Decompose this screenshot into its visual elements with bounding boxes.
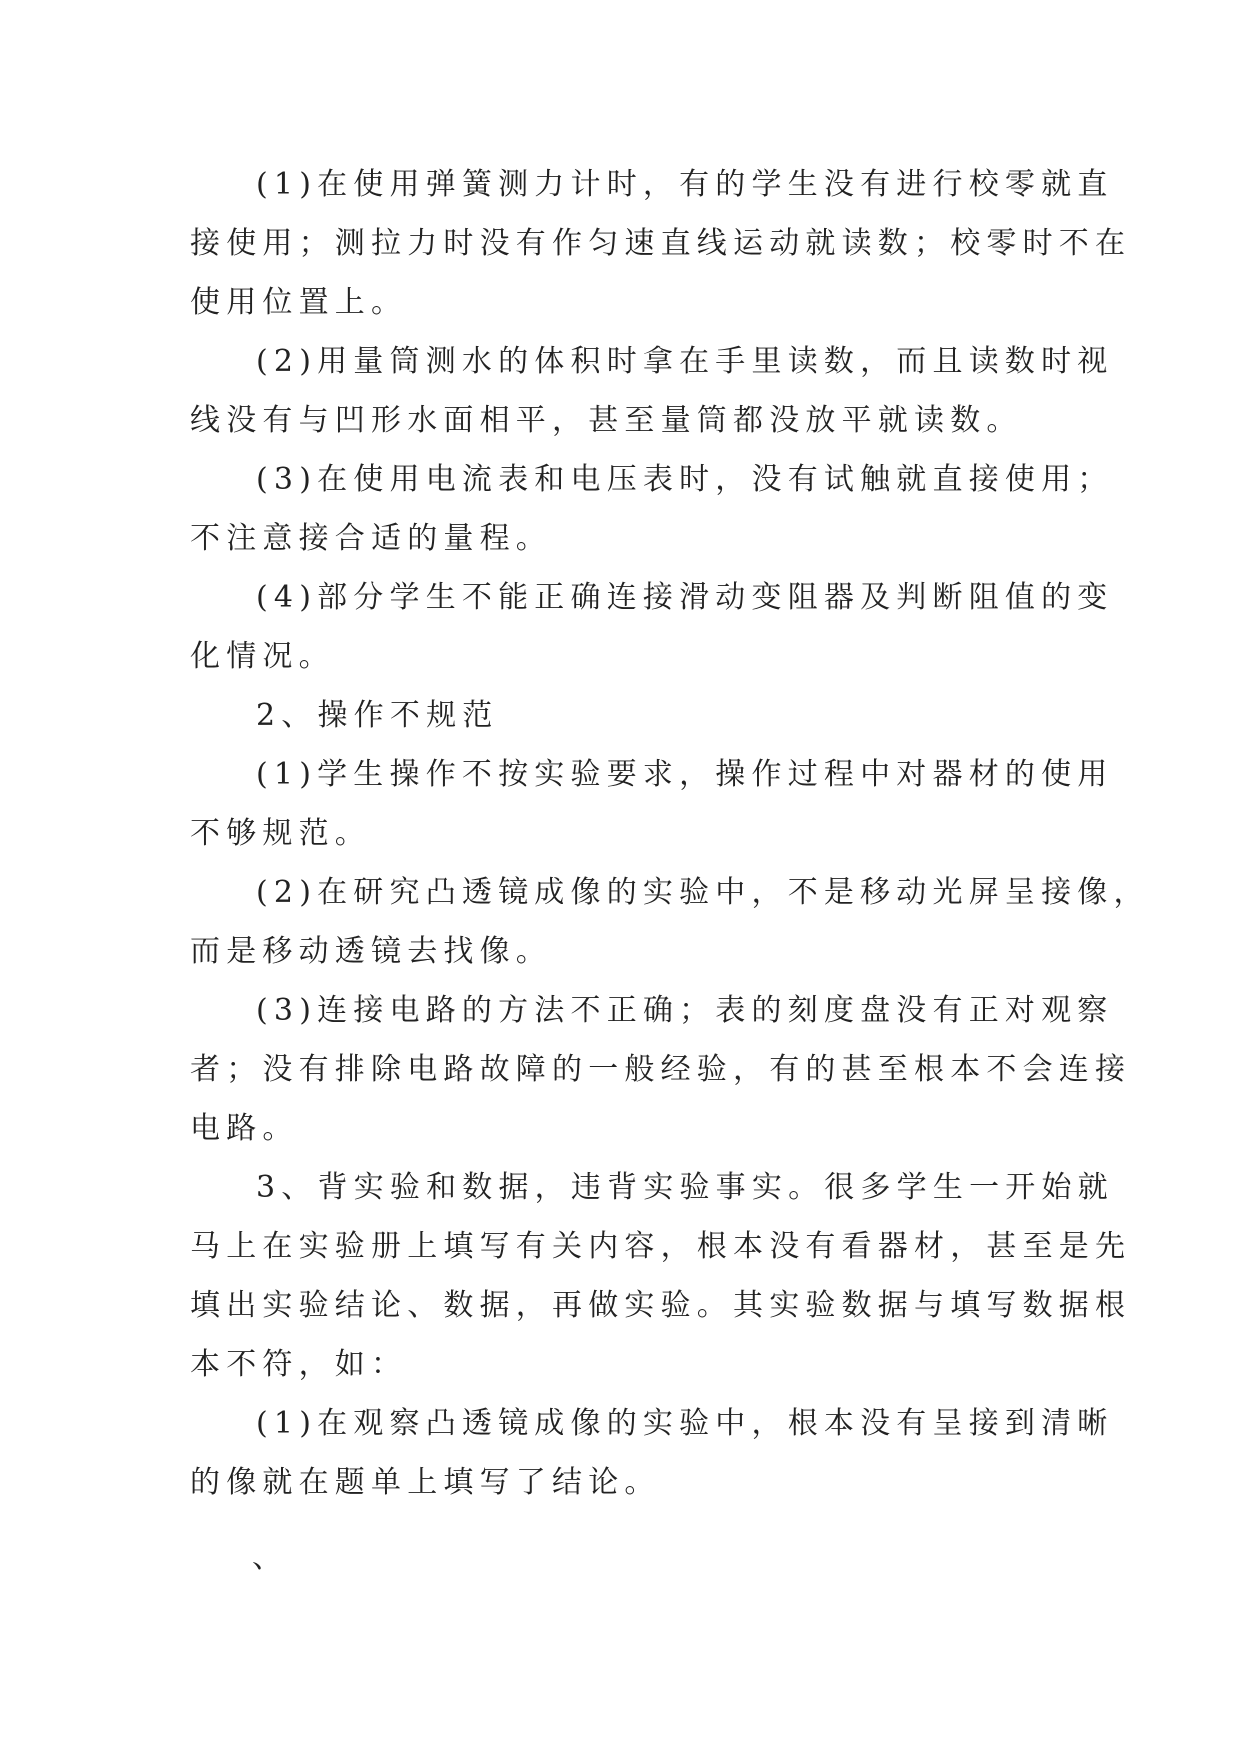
paragraph-6 [190,863,1150,981]
text-line: 本不符，如： [190,1347,408,1382]
text-line: 电路。 [190,1111,299,1146]
paragraph-5 [190,745,1114,863]
text-line: 不注意接合适的量程。 [190,521,552,556]
text-line: 而是移动透镜去找像。 [190,934,552,969]
text-line: (2)用量筒测水的体积时拿在手里读数，而且读数时视 [256,344,1114,379]
text-line: 3、背实验和数据，违背实验事实。很多学生一开始就 [256,1170,1114,1205]
text-line: (2)在研究凸透镜成像的实验中，不是移动光屏呈接像， [256,875,1150,910]
text-line: (3)连接电路的方法不正确；表的刻度盘没有正对观察 [256,993,1114,1028]
paragraph-2 [190,332,1114,450]
text-line: 线没有与凹形水面相平，甚至量筒都没放平就读数。 [190,403,1023,438]
text-line: 化情况。 [190,639,335,674]
text-line: (4)部分学生不能正确连接滑动变阻器及判断阻值的变 [256,580,1114,615]
paragraph-1 [190,155,1132,332]
paragraph-9 [190,1394,1114,1512]
paragraph-8 [190,1158,1132,1394]
text-line: 不够规范。 [190,816,371,851]
text-line: (1)在观察凸透镜成像的实验中，根本没有呈接到清晰 [256,1406,1114,1441]
text-line: 的像就在题单上填写了结论。 [190,1465,661,1500]
text-line: 马上在实验册上填写有关内容，根本没有看器材，甚至是先 [190,1229,1132,1264]
stray-punctuation-mark: 、 [252,1540,282,1575]
section-heading-2 [190,686,1050,745]
text-line: 2、操作不规范 [256,698,499,733]
text-line: (3)在使用电流表和电压表时，没有试触就直接使用； [256,462,1114,497]
paragraph-7 [190,981,1132,1158]
text-line: 接使用；测拉力时没有作匀速直线运动就读数；校零时不在 [190,226,1132,261]
document-body [190,155,1150,1512]
paragraph-3 [190,450,1114,568]
text-line: 者；没有排除电路故障的一般经验，有的甚至根本不会连接 [190,1052,1132,1087]
text-line: 填出实验结论、数据，再做实验。其实验数据与填写数据根 [190,1288,1132,1323]
paragraph-4 [190,568,1114,686]
text-line: 使用位置上。 [190,285,408,320]
text-line: (1)在使用弹簧测力计时，有的学生没有进行校零就直 [256,167,1114,202]
text-line: (1)学生操作不按实验要求，操作过程中对器材的使用 [256,757,1114,792]
